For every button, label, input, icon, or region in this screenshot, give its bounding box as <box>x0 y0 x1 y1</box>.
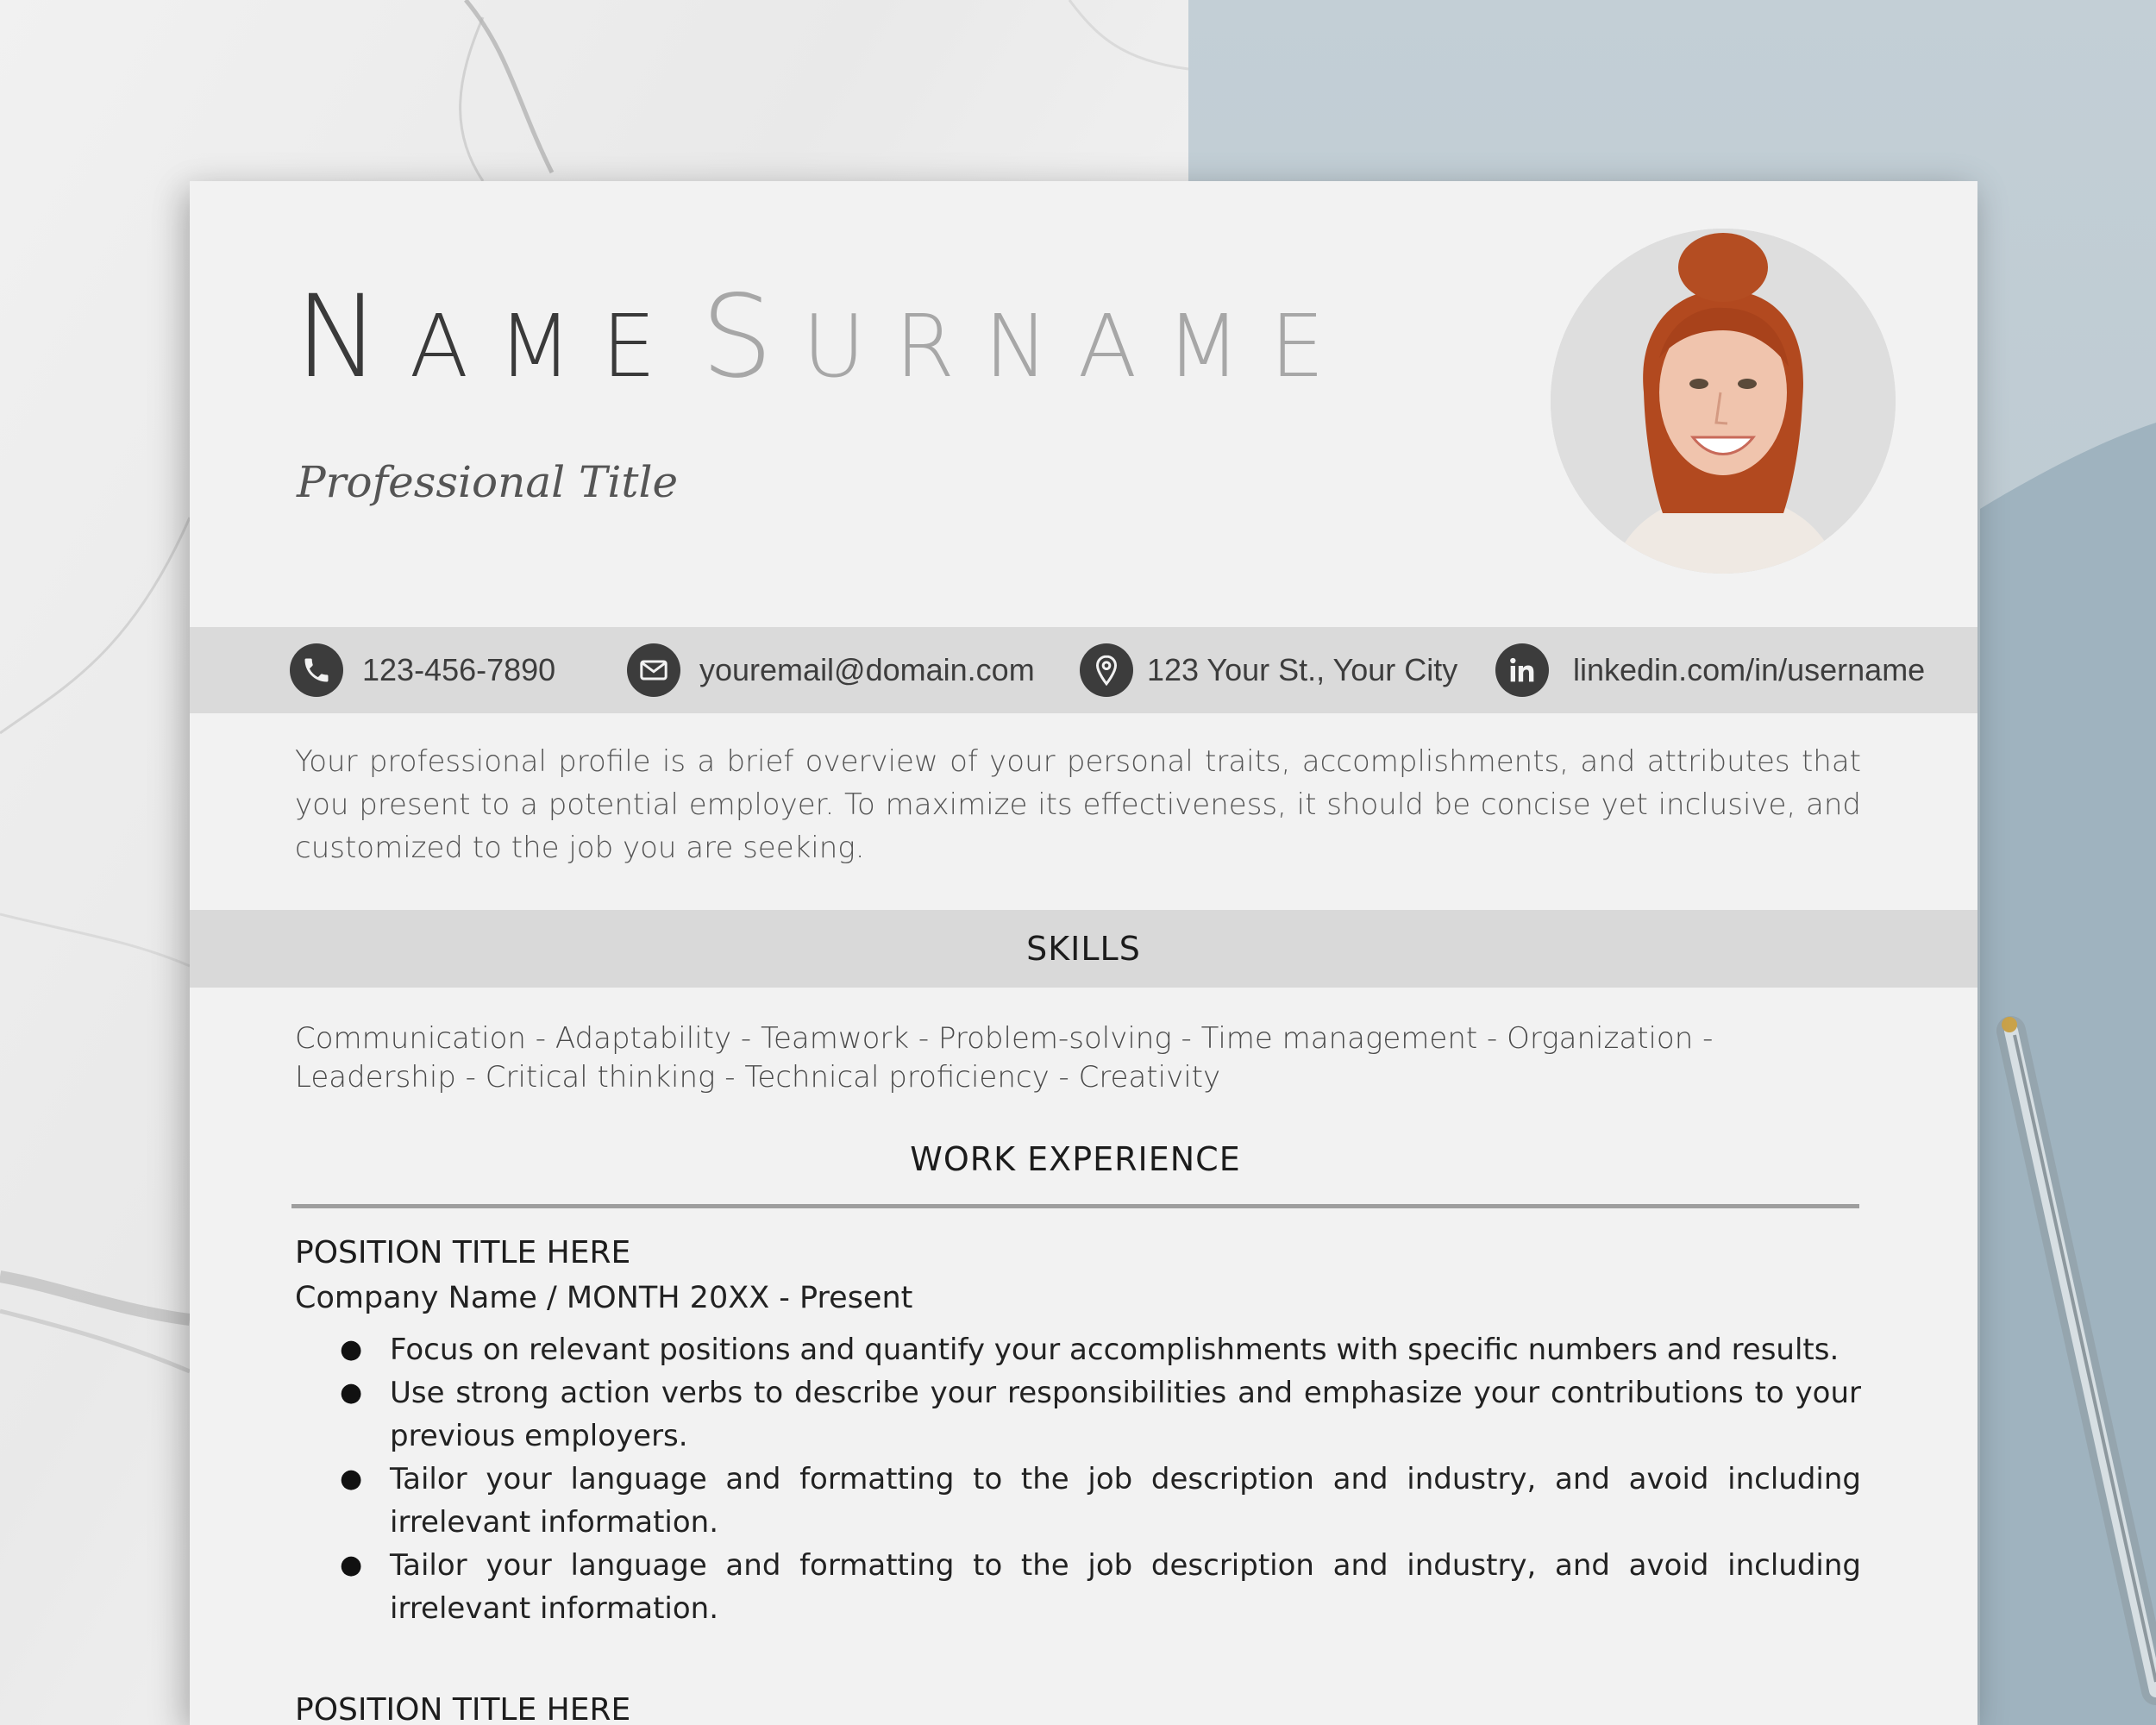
linkedin-icon <box>1495 643 1549 697</box>
bullet-icon: ● <box>340 1550 363 1580</box>
bullet-text: Use strong action verbs to describe your responsibilities and emphasize your contributions to your previous employers. <box>390 1376 1861 1453</box>
job-position-title-2: POSITION TITLE HERE <box>295 1692 631 1725</box>
bullet-icon: ● <box>340 1334 363 1364</box>
bullet-text: Tailor your language and formatting to the job description and industry, and avoid including irrelevant information. <box>390 1548 1861 1626</box>
work-experience-heading: WORK EXPERIENCE <box>910 1140 1241 1178</box>
contact-address[interactable] <box>1080 627 1457 713</box>
first-name-initial: N <box>295 271 410 404</box>
resume-sheet <box>190 181 1977 1725</box>
skills-list: Communication - Adaptability - Teamwork - Problem-solving - Time management - Organization - Leadership - Critical thinking - Technical proficiency - Creativity <box>295 1021 1714 1095</box>
last-name-initial: S <box>700 271 803 404</box>
skills-heading: SKILLS <box>1026 930 1141 968</box>
first-name <box>295 271 686 404</box>
bullet-text: Tailor your language and formatting to the job description and industry, and avoid including irrelevant information. <box>390 1462 1861 1540</box>
job-position-title: POSITION TITLE HERE <box>295 1235 631 1270</box>
first-name-rest: AME <box>409 296 686 397</box>
contact-phone[interactable] <box>290 627 555 713</box>
list-item <box>340 1458 1861 1544</box>
skills-header-bar <box>190 910 1977 988</box>
job-bullet-list <box>340 1328 1861 1630</box>
bullet-icon: ● <box>340 1464 363 1494</box>
linkedin-text: linkedin.com/in/username <box>1573 652 1926 687</box>
job-company-line: Company Name / MONTH 20XX - Present <box>295 1281 913 1315</box>
address-text: 123 Your St., Your City <box>1147 652 1458 687</box>
list-item <box>340 1328 1861 1371</box>
location-pin-icon <box>1080 643 1133 697</box>
phone-text: 123-456-7890 <box>362 652 556 687</box>
contact-linkedin[interactable] <box>1495 627 1925 713</box>
list-item <box>340 1371 1861 1458</box>
list-item <box>340 1544 1861 1630</box>
section-divider <box>291 1204 1859 1208</box>
work-experience-header <box>291 1140 1859 1178</box>
bullet-icon: ● <box>340 1377 363 1408</box>
email-text: youremail@domain.com <box>699 652 1035 687</box>
last-name-rest: URNAME <box>802 296 1354 397</box>
profile-photo <box>1551 229 1896 574</box>
bullet-text: Focus on relevant positions and quantify your accomplishments with specific numbers and results. <box>390 1333 1839 1367</box>
phone-icon <box>290 643 343 697</box>
envelope-icon <box>627 643 680 697</box>
portrait-image <box>1551 229 1896 574</box>
profile-summary: Your professional profile is a brief overview of your personal traits, accomplishments, and attributes that you present to a potential employer. To maximize its effectiveness, it should be concise yet inclusive, and customized to the job you are seeking. <box>295 744 1861 865</box>
last-name <box>700 271 1354 404</box>
professional-title: Professional Title <box>297 457 679 507</box>
full-name <box>295 271 1354 404</box>
contact-email[interactable] <box>627 627 1035 713</box>
contact-bar <box>190 627 1977 713</box>
